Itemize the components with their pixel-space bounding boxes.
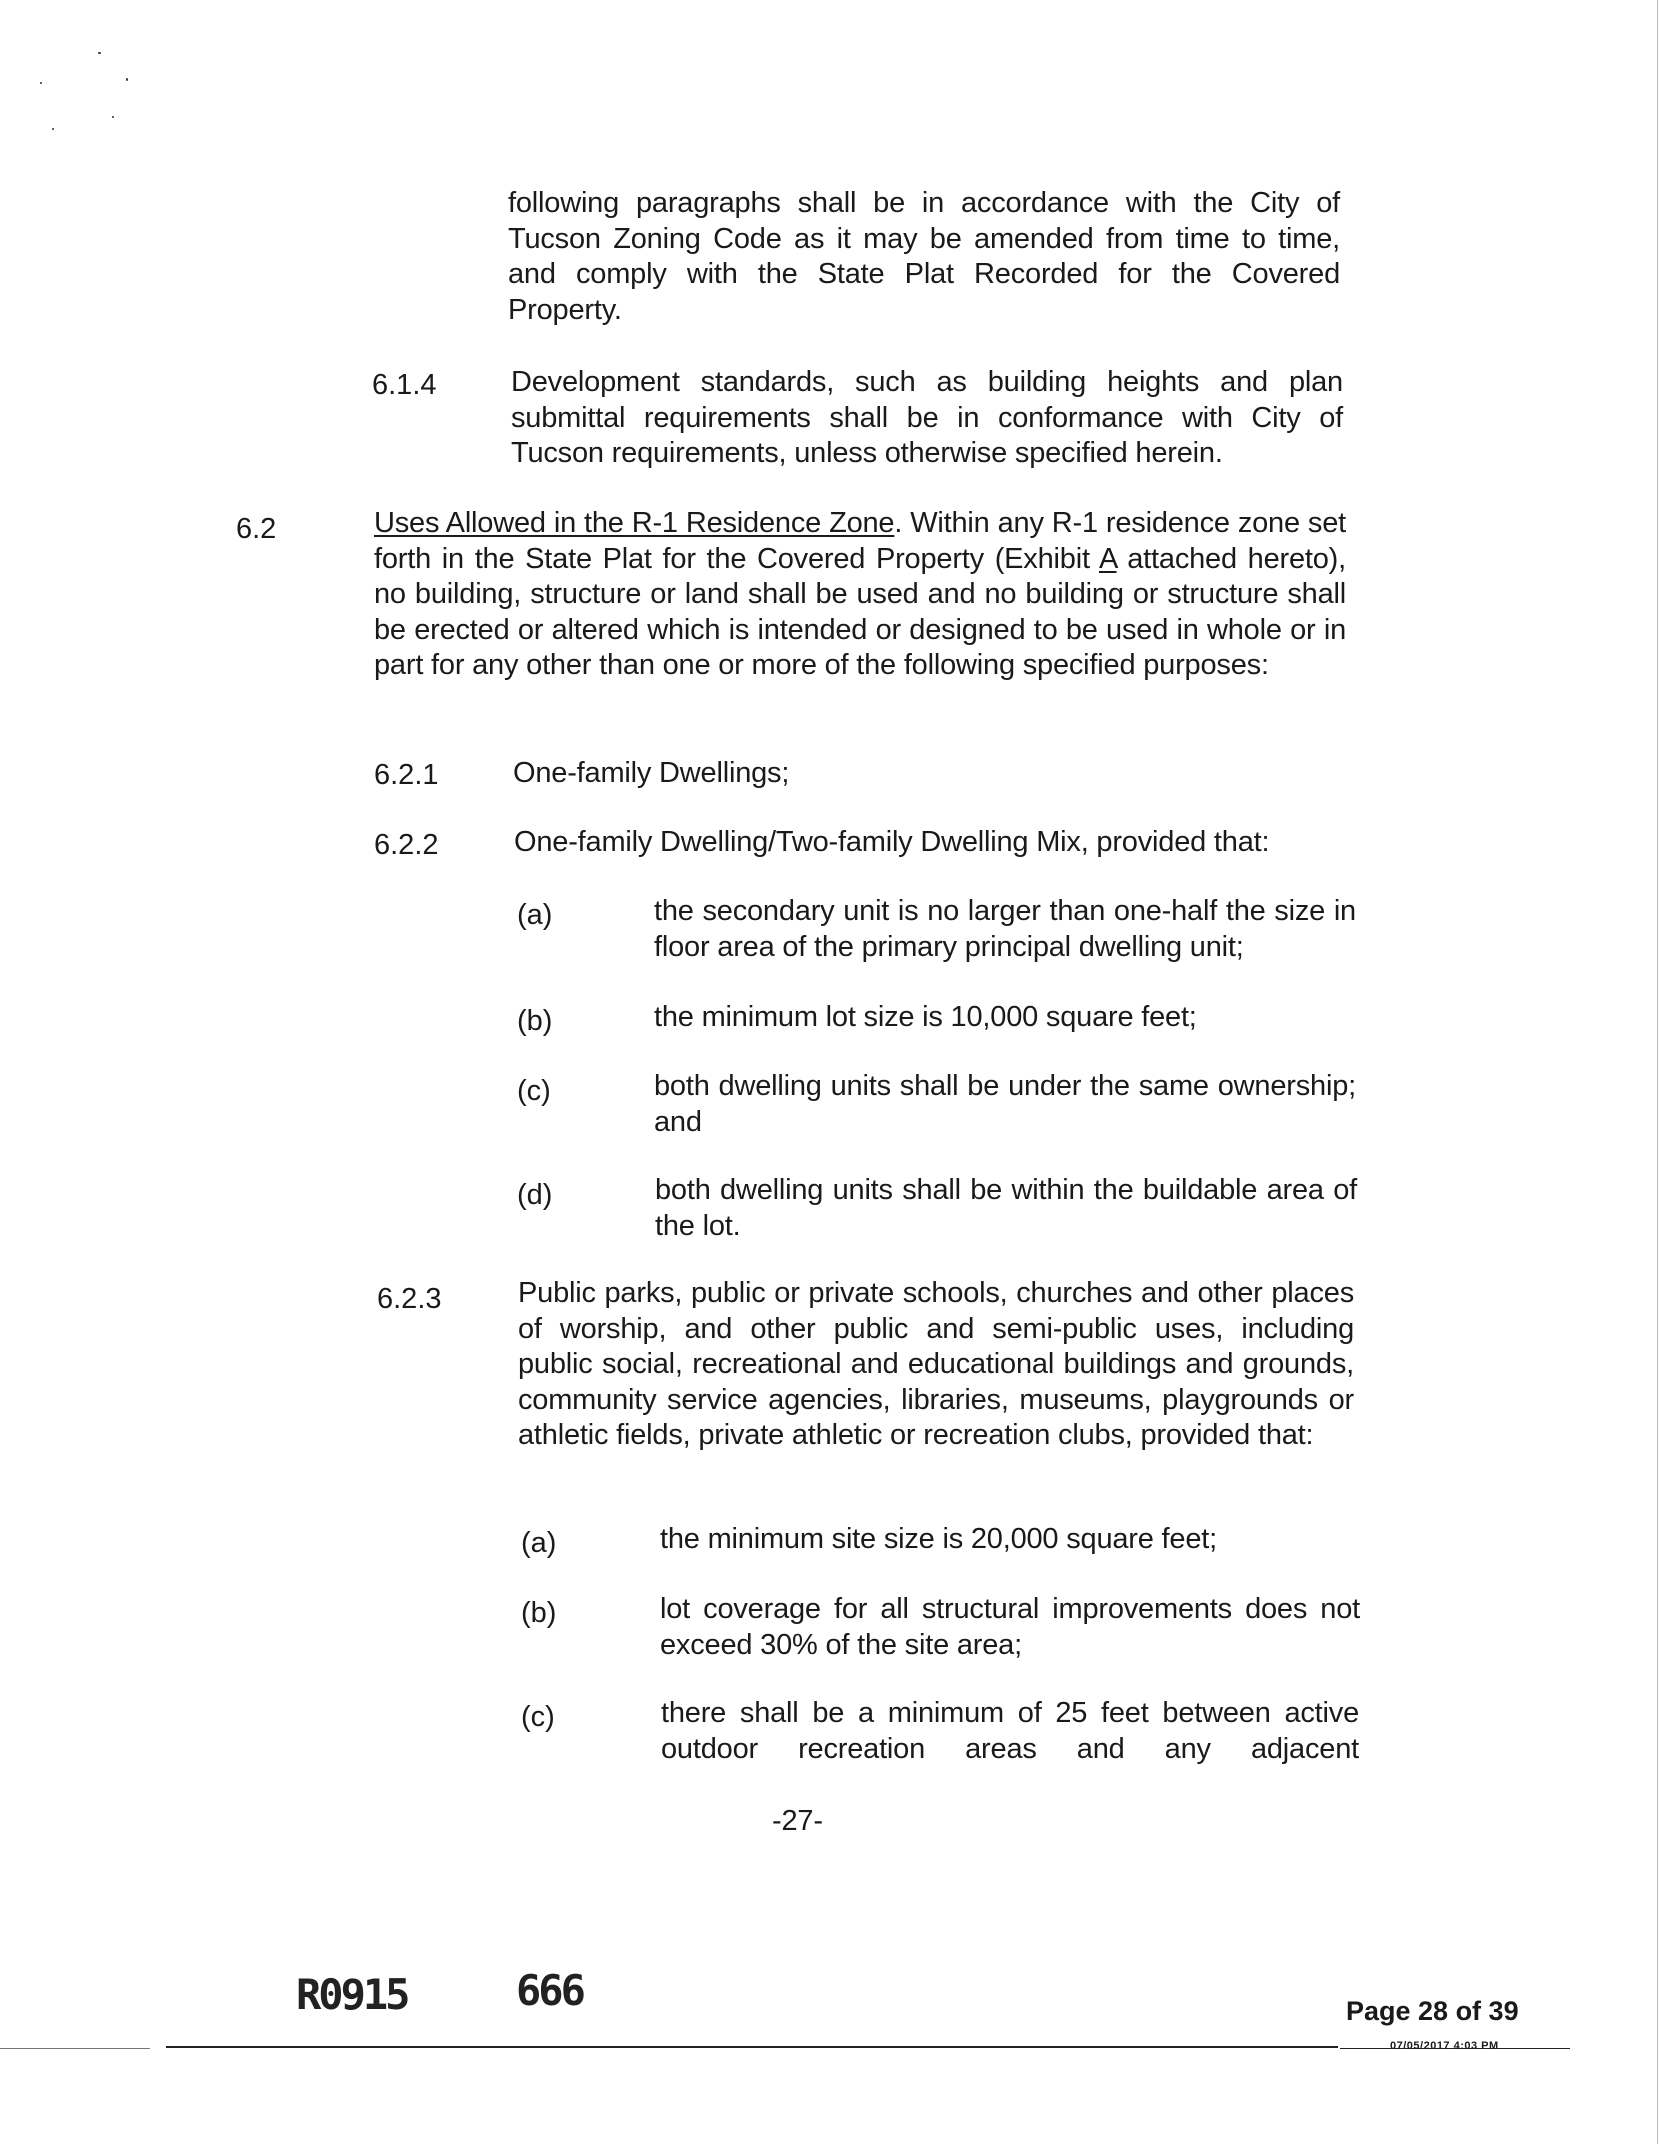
footer-rule [166, 2046, 1338, 2048]
list-item: the minimum site size is 20,000 square feet; [660, 1523, 1217, 1555]
item-label: (b) [517, 1005, 553, 1037]
section-6-1-4-text: Development standards, such as building heights and plan submittal requirements shall be in conformance with City of Tucson requirements, unless otherwise specified herein. [511, 366, 1343, 469]
footer-rule [0, 2048, 150, 2049]
section-number: 6.2.2 [374, 829, 439, 861]
section-number: 6.2.1 [374, 759, 439, 791]
scan-speck [52, 128, 54, 130]
section-6-2-1-text: One-family Dwellings; [513, 757, 790, 789]
item-label: (b) [521, 1597, 557, 1629]
item-label: (a) [521, 1527, 557, 1559]
list-item: there shall be a minimum of 25 feet between active outdoor recreation areas and any adjacent [661, 1697, 1359, 1765]
intro-paragraph: following paragraphs shall be in accordance with the City of Tucson Zoning Code as it may be amended from time to time, and comply with the State Plat Recorded for the Covered Property. [508, 187, 1340, 326]
print-timestamp: 07/05/2017 4:03 PM [1390, 2040, 1499, 2052]
scan-speck [112, 116, 114, 118]
scan-speck [98, 52, 101, 54]
item-label: (c) [521, 1701, 555, 1733]
item-label: (d) [517, 1179, 553, 1211]
item-label: (c) [517, 1075, 551, 1107]
list-item: lot coverage for all structural improvements does not exceed 30% of the site area; [660, 1593, 1360, 1661]
page-edge-line [1657, 0, 1658, 2144]
section-6-2-tail: attached hereto), no building, structure or land shall be used and no building or structure shall be erected or altered which is intended or designed to be used in whole or in part for any other than one or more of the following specified purposes: [374, 542, 1346, 681]
page-count: Page 28 of 39 [1346, 1996, 1519, 2026]
section-6-2-3-text: Public parks, public or private schools, churches and other places of worship, and other public and semi-public uses, including public social, recreational and educational buildings and grounds, community service agencies, libraries, museums, playgrounds or athletic fields, private athletic or recreation clubs, provided that: [518, 1277, 1354, 1451]
section-number: 6.1.4 [372, 369, 437, 401]
list-item: the secondary unit is no larger than one-half the size in floor area of the primary principal dwelling unit; [654, 895, 1356, 963]
page-stamp: 666 [516, 1966, 583, 2015]
section-6-2-2-text: One-family Dwelling/Two-family Dwelling Mix, provided that: [514, 826, 1270, 858]
heading-period: . [894, 507, 903, 539]
section-number: 6.2 [236, 513, 277, 545]
exhibit-reference: A [1098, 542, 1117, 575]
list-item: both dwelling units shall be under the same ownership; and [654, 1070, 1356, 1138]
section-number: 6.2.3 [377, 1283, 442, 1315]
book-stamp: R0915 [296, 1970, 408, 2019]
list-item: both dwelling units shall be within the buildable area of the lot. [655, 1174, 1357, 1242]
page-number: -27- [772, 1805, 823, 1837]
scan-speck [126, 78, 128, 81]
section-heading: Uses Allowed in the R-1 Residence Zone [374, 507, 895, 539]
list-item: the minimum lot size is 10,000 square feet; [654, 1001, 1197, 1033]
section-6-2-text [374, 506, 1346, 684]
section-6-2-lead: Within any R-1 residence zone set forth in the State Plat for the Covered Property (Exhibit [374, 507, 1346, 575]
scan-speck [40, 82, 42, 84]
item-label: (a) [517, 899, 553, 931]
